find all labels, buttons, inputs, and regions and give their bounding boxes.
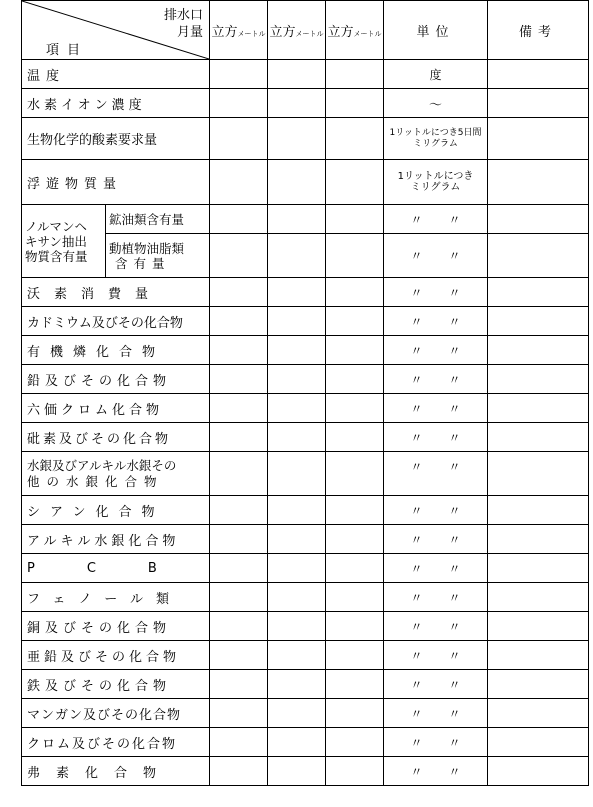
value-cell[interactable] (268, 583, 326, 612)
value-cell[interactable] (326, 205, 384, 234)
value-cell[interactable] (326, 234, 384, 278)
value-cell[interactable] (210, 641, 268, 670)
value-cell[interactable] (210, 525, 268, 554)
sub-line-1: 動植物油脂類 (109, 240, 185, 256)
table-row (22, 496, 589, 525)
remarks-cell[interactable] (488, 525, 589, 554)
table-row (22, 699, 589, 728)
table-row (22, 365, 589, 394)
remarks-cell[interactable] (488, 728, 589, 757)
value-cell[interactable] (268, 423, 326, 452)
value-cell[interactable] (268, 612, 326, 641)
value-cell[interactable] (326, 452, 384, 496)
unit-line-2: ミリグラム (410, 182, 461, 193)
table-row (22, 554, 589, 583)
value-cell[interactable] (210, 423, 268, 452)
value-cell[interactable] (326, 160, 384, 205)
table-row (22, 525, 589, 554)
unit-col-header: 単位 (384, 1, 488, 60)
remarks-cell[interactable] (488, 423, 589, 452)
value-cell[interactable] (268, 365, 326, 394)
item-phenol: フェノール類 (22, 583, 210, 612)
value-cell[interactable] (268, 757, 326, 786)
value-cell[interactable] (326, 394, 384, 423)
month-label: 月量 (176, 25, 203, 40)
unit-cell (384, 160, 488, 205)
remarks-cell[interactable] (488, 699, 589, 728)
value-cell[interactable] (268, 60, 326, 89)
unit-cell: 〃〃 (384, 336, 488, 365)
value-cell[interactable] (210, 583, 268, 612)
remarks-cell[interactable] (488, 612, 589, 641)
remarks-cell[interactable] (488, 496, 589, 525)
value-cell[interactable] (210, 612, 268, 641)
value-cell[interactable] (210, 496, 268, 525)
table-row (22, 612, 589, 641)
table-row (22, 60, 589, 89)
value-cell[interactable] (326, 757, 384, 786)
unit-cell: ～ (384, 89, 488, 118)
value-cell[interactable] (326, 670, 384, 699)
value-cell[interactable] (210, 365, 268, 394)
col-1-main: 立方 (211, 24, 238, 40)
value-cell[interactable] (210, 757, 268, 786)
remarks-cell[interactable] (488, 118, 589, 160)
item-n-hexane-group (22, 205, 106, 278)
item-animal-veg-oil (106, 234, 210, 278)
table-row (22, 118, 589, 160)
value-cell[interactable] (326, 60, 384, 89)
table-row (22, 336, 589, 365)
item-cadmium: カドミウム及びその化合物 (22, 307, 210, 336)
remarks-cell[interactable] (488, 60, 589, 89)
unit-cell: 度 (384, 60, 488, 89)
value-cell[interactable] (326, 118, 384, 160)
unit-cell: 〃〃 (384, 641, 488, 670)
unit-cell: 〃〃 (384, 699, 488, 728)
col-3-small: メートル (353, 29, 382, 38)
value-cell[interactable] (326, 89, 384, 118)
value-cell[interactable] (326, 365, 384, 394)
item-hexavalent-chromium: 六価クロム化合物 (22, 394, 210, 423)
table-row (22, 160, 589, 205)
unit-cell: 〃〃 (384, 554, 488, 583)
corner-header-cell (22, 1, 210, 60)
item-mineral-oil: 鉱油類含有量 (106, 205, 210, 234)
value-cell[interactable] (326, 641, 384, 670)
table-row (22, 394, 589, 423)
remarks-cell[interactable] (488, 160, 589, 205)
unit-cell: 〃〃 (384, 307, 488, 336)
unit-cell: 〃〃 (384, 365, 488, 394)
remarks-cell[interactable] (488, 307, 589, 336)
remarks-cell[interactable] (488, 452, 589, 496)
value-cell[interactable] (210, 234, 268, 278)
value-cell[interactable] (210, 278, 268, 307)
unit-line-1: 1リットルにつき5日間 (389, 127, 482, 138)
table-row (22, 757, 589, 786)
value-cell[interactable] (210, 89, 268, 118)
value-cell[interactable] (326, 525, 384, 554)
item-pcb: PCB (22, 554, 210, 583)
remarks-cell[interactable] (488, 554, 589, 583)
value-cell[interactable] (268, 641, 326, 670)
value-cell[interactable] (210, 728, 268, 757)
value-cell[interactable] (210, 336, 268, 365)
value-cell[interactable] (210, 554, 268, 583)
value-cell[interactable] (210, 452, 268, 496)
item-cyanide: シアン化合物 (22, 496, 210, 525)
item-lead: 鉛及びその化合物 (22, 365, 210, 394)
item-organophosphorus: 有機燐化合物 (22, 336, 210, 365)
value-cell[interactable] (210, 699, 268, 728)
value-cell[interactable] (268, 307, 326, 336)
col-3-main: 立方 (327, 24, 354, 40)
remarks-cell[interactable] (488, 89, 589, 118)
table-row (22, 728, 589, 757)
remarks-cell[interactable] (488, 278, 589, 307)
item-zinc: 亜鉛及びその化合物 (22, 641, 210, 670)
group-line-2: キサン抽出 (25, 233, 87, 249)
value-cell[interactable] (326, 612, 384, 641)
value-cell[interactable] (268, 89, 326, 118)
value-cell[interactable] (210, 394, 268, 423)
value-cell[interactable] (326, 699, 384, 728)
table-row (22, 670, 589, 699)
table-row (22, 423, 589, 452)
value-cell[interactable] (268, 670, 326, 699)
remarks-cell[interactable] (488, 757, 589, 786)
value-cell[interactable] (268, 699, 326, 728)
unit-cell: 〃〃 (384, 496, 488, 525)
volume-col-1-header (210, 1, 268, 60)
remarks-cell[interactable] (488, 394, 589, 423)
value-cell[interactable] (210, 60, 268, 89)
table-row (22, 205, 589, 234)
value-cell[interactable] (268, 118, 326, 160)
table-row (22, 89, 589, 118)
value-cell[interactable] (326, 496, 384, 525)
table-row (22, 234, 589, 278)
item-arsenic: 砒素及びその化合物 (22, 423, 210, 452)
unit-cell (384, 118, 488, 160)
volume-col-2-header (268, 1, 326, 60)
item-copper: 銅及びその化合物 (22, 612, 210, 641)
col-1-small: メートル (237, 29, 266, 38)
unit-cell: 〃〃 (384, 525, 488, 554)
remarks-cell[interactable] (488, 583, 589, 612)
remarks-cell[interactable] (488, 336, 589, 365)
value-cell[interactable] (268, 496, 326, 525)
value-cell[interactable] (326, 423, 384, 452)
remarks-cell[interactable] (488, 365, 589, 394)
remarks-cell[interactable] (488, 670, 589, 699)
value-cell[interactable] (268, 728, 326, 757)
item-temp: 温度 (22, 60, 210, 89)
item-fluorine: 弗素化合物 (22, 757, 210, 786)
item-chlorine: 沃素消費量 (22, 278, 210, 307)
value-cell[interactable] (326, 278, 384, 307)
unit-cell: 〃〃 (384, 423, 488, 452)
table-row (22, 452, 589, 496)
item-manganese: マンガン及びその化合物 (22, 699, 210, 728)
value-cell[interactable] (268, 452, 326, 496)
value-cell[interactable] (326, 307, 384, 336)
item-line-1: 水銀及びアルキル水銀その (27, 457, 177, 473)
value-cell[interactable] (268, 394, 326, 423)
unit-cell: 〃〃 (384, 583, 488, 612)
item-line-2: 他の水銀化合物 (27, 473, 164, 489)
item-mercury (22, 452, 210, 496)
group-line-1: ノルマンヘ (25, 218, 88, 234)
item-bod: 生物化学的酸素要求量 (22, 118, 210, 160)
value-cell[interactable] (210, 307, 268, 336)
value-cell[interactable] (210, 205, 268, 234)
unit-cell: 〃〃 (384, 757, 488, 786)
value-cell[interactable] (210, 118, 268, 160)
remarks-cell[interactable] (488, 641, 589, 670)
value-cell[interactable] (326, 336, 384, 365)
value-cell[interactable] (326, 583, 384, 612)
item-alkyl-mercury: アルキル水銀化合物 (22, 525, 210, 554)
table-row (22, 583, 589, 612)
water-quality-table-sheet (21, 0, 588, 788)
table-row (22, 641, 589, 670)
col-2-small: メートル (295, 29, 324, 38)
unit-cell: 〃〃 (384, 394, 488, 423)
col-2-main: 立方 (269, 24, 296, 40)
unit-cell: 〃〃 (384, 452, 488, 496)
unit-cell: 〃〃 (384, 612, 488, 641)
outlet-label: 排水口 (163, 8, 203, 23)
item-label: 項目 (46, 43, 89, 58)
unit-line-2: ミリグラム (413, 138, 458, 149)
group-line-3: 物質含有量 (25, 248, 88, 264)
value-cell[interactable] (268, 525, 326, 554)
value-cell[interactable] (326, 728, 384, 757)
remarks-col-header: 備考 (488, 1, 589, 60)
value-cell[interactable] (268, 554, 326, 583)
water-quality-table (21, 0, 589, 786)
value-cell[interactable] (210, 160, 268, 205)
item-ss: 浮遊物質量 (22, 160, 210, 205)
value-cell[interactable] (268, 336, 326, 365)
item-ph: 水素イオン濃度 (22, 89, 210, 118)
volume-col-3-header (326, 1, 384, 60)
sub-line-2: 含有量 (115, 255, 171, 271)
item-iron: 鉄及びその化合物 (22, 670, 210, 699)
unit-line-1: 1リットルにつき (397, 171, 474, 182)
remarks-cell[interactable] (488, 205, 589, 234)
item-chromium: クロム及びその化合物 (22, 728, 210, 757)
header-row (22, 1, 589, 60)
unit-cell: 〃〃 (384, 728, 488, 757)
unit-cell: 〃〃 (384, 205, 488, 234)
value-cell[interactable] (210, 670, 268, 699)
table-row (22, 307, 589, 336)
unit-cell: 〃〃 (384, 670, 488, 699)
unit-cell: 〃〃 (384, 234, 488, 278)
table-row (22, 278, 589, 307)
value-cell[interactable] (268, 234, 326, 278)
value-cell[interactable] (268, 278, 326, 307)
value-cell[interactable] (268, 160, 326, 205)
value-cell[interactable] (268, 205, 326, 234)
value-cell[interactable] (326, 554, 384, 583)
remarks-cell[interactable] (488, 234, 589, 278)
unit-cell: 〃〃 (384, 278, 488, 307)
